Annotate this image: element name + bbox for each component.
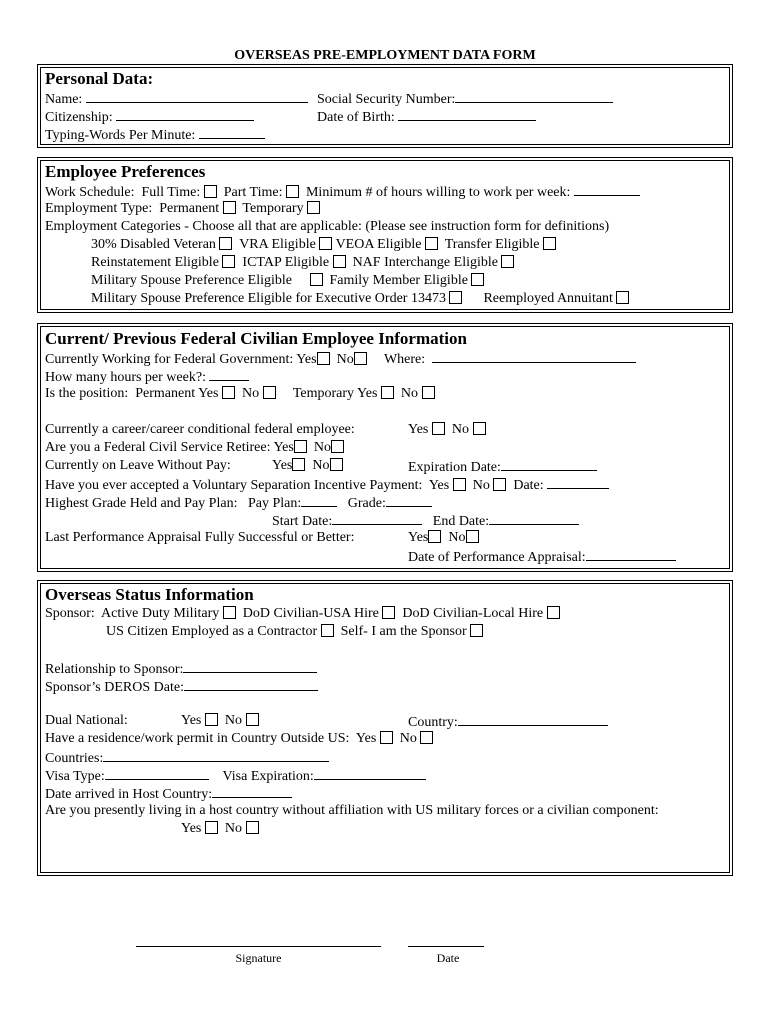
self-sponsor-checkbox[interactable] <box>470 624 483 637</box>
visa-expiration-field[interactable] <box>314 767 426 780</box>
career-no-checkbox[interactable] <box>473 422 486 435</box>
reemployed-label: Reemployed Annuitant <box>483 291 613 306</box>
ssn-field[interactable] <box>455 90 613 103</box>
host-country-yes-checkbox[interactable] <box>205 821 218 834</box>
temporary-yes-label: Temporary Yes <box>292 386 378 401</box>
career-yes-checkbox[interactable] <box>432 422 445 435</box>
pay-plan-field[interactable] <box>301 494 337 507</box>
retiree-yes-checkbox[interactable] <box>294 440 307 453</box>
hours-per-week-field[interactable] <box>209 368 249 381</box>
naf-checkbox[interactable] <box>501 255 514 268</box>
no-label: No <box>399 731 417 746</box>
temporary-yes-checkbox[interactable] <box>381 386 394 399</box>
appraisal-yes-checkbox[interactable] <box>428 530 441 543</box>
dual-national-yes-checkbox[interactable] <box>205 713 218 726</box>
signature-label: Signature <box>235 951 282 965</box>
federal-heading: Current/ Previous Federal Civilian Employee Information <box>45 329 467 348</box>
end-date-label: End Date: <box>432 514 490 529</box>
vsip-date-field[interactable] <box>547 476 609 489</box>
personal-data-heading: Personal Data: <box>45 69 154 88</box>
disabled-veteran-label: 30% Disabled Veteran <box>91 237 216 252</box>
lwop-label: Currently on Leave Without Pay: <box>45 458 231 473</box>
country-label: Country: <box>408 715 458 730</box>
signature-line[interactable] <box>136 946 381 947</box>
citizenship-field[interactable] <box>116 108 254 121</box>
reemployed-checkbox[interactable] <box>616 291 629 304</box>
dual-national-no-checkbox[interactable] <box>246 713 259 726</box>
temporary-no-checkbox[interactable] <box>422 386 435 399</box>
typing-label: Typing-Words Per Minute: <box>45 128 196 143</box>
countries-label: Countries: <box>45 751 104 766</box>
end-date-field[interactable] <box>489 512 579 525</box>
yes-label: Yes <box>181 713 202 728</box>
retiree-label: Are you a Federal Civil Service Retiree: <box>45 440 271 455</box>
no-label: No <box>224 713 242 728</box>
no-label: No <box>472 478 490 493</box>
host-country-no-checkbox[interactable] <box>246 821 259 834</box>
yes-label: Yes <box>355 731 377 746</box>
reinstatement-label: Reinstatement Eligible <box>91 255 219 270</box>
mil-spouse-eo-label: Military Spouse Preference Eligible for Executive Order 13473 <box>91 291 446 306</box>
part-time-label: Part Time: <box>223 185 283 200</box>
permanent-yes-checkbox[interactable] <box>222 386 235 399</box>
appraisal-date-label: Date of Performance Appraisal: <box>408 550 586 565</box>
no-label: No <box>400 386 419 401</box>
career-label: Currently a career/career conditional federal employee: <box>45 422 355 437</box>
no-label: No <box>241 386 260 401</box>
deros-label: Sponsor’s DEROS Date: <box>45 680 184 695</box>
signature-date-label: Date <box>436 951 460 965</box>
relationship-label: Relationship to Sponsor: <box>45 662 184 677</box>
naf-label: NAF Interchange Eligible <box>352 255 498 270</box>
vsip-date-label: Date: <box>513 478 544 493</box>
appraisal-date-field[interactable] <box>586 548 676 561</box>
currently-working-yes-checkbox[interactable] <box>317 352 330 365</box>
residence-permit-yes-checkbox[interactable] <box>380 731 393 744</box>
vsip-label: Have you ever accepted a Voluntary Separation Incentive Payment: <box>45 478 423 493</box>
name-label: Name: <box>45 92 83 107</box>
where-label: Where: <box>383 352 426 367</box>
dod-local-checkbox[interactable] <box>547 606 560 619</box>
permanent-no-checkbox[interactable] <box>263 386 276 399</box>
expiration-field[interactable] <box>501 458 597 471</box>
full-time-checkbox[interactable] <box>204 185 217 198</box>
sponsor-label: Sponsor: <box>45 606 95 621</box>
residence-permit-no-checkbox[interactable] <box>420 731 433 744</box>
name-field[interactable] <box>86 90 308 103</box>
ictap-checkbox[interactable] <box>333 255 346 268</box>
form-title: OVERSEAS PRE-EMPLOYMENT DATA FORM <box>234 48 536 63</box>
grade-field-label: Grade: <box>347 496 386 511</box>
date-arrived-label: Date arrived in Host Country: <box>45 787 213 802</box>
preferences-heading: Employee Preferences <box>45 162 206 181</box>
typing-field[interactable] <box>199 126 265 139</box>
date-arrived-field[interactable] <box>212 785 292 798</box>
dob-field[interactable] <box>398 108 536 121</box>
veoa-checkbox[interactable] <box>425 237 438 250</box>
vra-checkbox[interactable] <box>319 237 332 250</box>
self-sponsor-label: Self- I am the Sponsor <box>340 624 467 639</box>
contractor-checkbox[interactable] <box>321 624 334 637</box>
relationship-field[interactable] <box>183 660 317 673</box>
part-time-checkbox[interactable] <box>286 185 299 198</box>
reinstatement-checkbox[interactable] <box>222 255 235 268</box>
where-field[interactable] <box>432 350 636 363</box>
no-label: No <box>224 821 242 836</box>
start-date-label: Start Date: <box>272 514 333 529</box>
vsip-yes-checkbox[interactable] <box>453 478 466 491</box>
no-label: No <box>451 422 469 437</box>
mil-spouse-label: Military Spouse Preference Eligible <box>91 273 292 288</box>
family-member-label: Family Member Eligible <box>329 273 468 288</box>
signature-date-line[interactable] <box>408 946 484 947</box>
employment-type-label: Employment Type: <box>45 201 153 216</box>
pay-plan-label: Pay Plan: <box>247 496 302 511</box>
mil-spouse-checkbox[interactable] <box>310 273 323 286</box>
no-label: No <box>313 440 331 455</box>
ictap-label: ICTAP Eligible <box>242 255 330 270</box>
ssn-label: Social Security Number: <box>317 92 456 107</box>
residence-permit-label: Have a residence/work permit in Country Outside US: <box>45 731 350 746</box>
no-label: No <box>312 458 330 473</box>
veoa-label: VEOA Eligible <box>335 237 422 252</box>
overseas-heading: Overseas Status Information <box>45 585 254 604</box>
dod-usa-checkbox[interactable] <box>382 606 395 619</box>
vsip-no-checkbox[interactable] <box>493 478 506 491</box>
currently-working-label: Currently Working for Federal Government: <box>45 352 294 367</box>
currently-working-no-checkbox[interactable] <box>354 352 367 365</box>
min-hours-field[interactable] <box>574 183 640 196</box>
transfer-checkbox[interactable] <box>543 237 556 250</box>
disabled-veteran-checkbox[interactable] <box>219 237 232 250</box>
expiration-label: Expiration Date: <box>408 460 501 475</box>
permanent-label: Permanent <box>159 201 220 216</box>
yes-label: Yes <box>272 458 293 473</box>
no-label: No <box>336 352 354 367</box>
hours-per-week-label: How many hours per week?: <box>45 370 206 385</box>
lwop-no-checkbox[interactable] <box>330 458 343 471</box>
transfer-label: Transfer Eligible <box>444 237 540 252</box>
start-date-field[interactable] <box>332 512 422 525</box>
mil-spouse-eo-checkbox[interactable] <box>449 291 462 304</box>
active-duty-checkbox[interactable] <box>223 606 236 619</box>
full-time-label: Full Time: <box>141 185 201 200</box>
temporary-checkbox[interactable] <box>307 201 320 214</box>
active-duty-label: Active Duty Military <box>101 606 220 621</box>
permanent-yes-label: Permanent Yes <box>135 386 219 401</box>
categories-label: Employment Categories - Choose all that are applicable: (Please see instruction form for definitions) <box>45 219 610 234</box>
lwop-yes-checkbox[interactable] <box>292 458 305 471</box>
work-schedule-label: Work Schedule: <box>45 185 135 200</box>
host-country-question: Are you presently living in a host country without affiliation with US military forces or a civilian component: <box>45 803 659 818</box>
grade-field[interactable] <box>386 494 432 507</box>
yes-label: Yes <box>181 821 202 836</box>
temporary-label: Temporary <box>242 201 304 216</box>
appraisal-label: Last Performance Appraisal Fully Successful or Better: <box>45 530 355 545</box>
dod-local-label: DoD Civilian-Local Hire <box>402 606 544 621</box>
dob-label: Date of Birth: <box>317 110 395 125</box>
dod-usa-label: DoD Civilian-USA Hire <box>242 606 379 621</box>
deros-field[interactable] <box>184 678 318 691</box>
appraisal-no-checkbox[interactable] <box>466 530 479 543</box>
yes-label: Yes <box>408 422 429 437</box>
family-member-checkbox[interactable] <box>471 273 484 286</box>
countries-field[interactable] <box>103 749 329 762</box>
yes-label: Yes <box>273 440 294 455</box>
vra-label: VRA Eligible <box>239 237 316 252</box>
no-label: No <box>448 530 466 545</box>
contractor-label: US Citizen Employed as a Contractor <box>106 624 318 639</box>
dual-national-label: Dual National: <box>45 713 128 728</box>
yes-label: Yes <box>428 478 450 493</box>
country-field[interactable] <box>458 713 608 726</box>
yes-label: Yes <box>408 530 429 545</box>
visa-expiration-label: Visa Expiration: <box>222 769 314 784</box>
retiree-no-checkbox[interactable] <box>331 440 344 453</box>
grade-label: Highest Grade Held and Pay Plan: <box>45 496 238 511</box>
citizenship-label: Citizenship: <box>45 110 113 125</box>
min-hours-label: Minimum # of hours willing to work per week: <box>305 185 571 200</box>
position-label: Is the position: <box>45 386 129 401</box>
yes-label: Yes <box>296 352 317 367</box>
permanent-checkbox[interactable] <box>223 201 236 214</box>
visa-type-label: Visa Type: <box>45 769 105 784</box>
visa-type-field[interactable] <box>105 767 209 780</box>
